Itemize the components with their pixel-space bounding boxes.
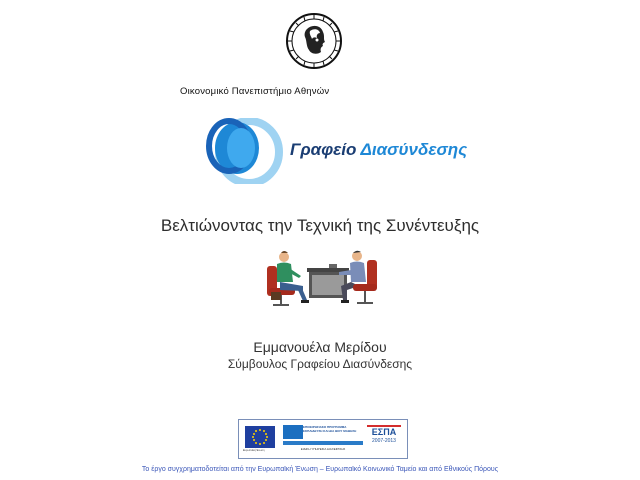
office-logo-word2: Διασύνδεσης	[360, 140, 468, 159]
eu-flag-icon	[245, 426, 275, 448]
espa-logo	[367, 425, 401, 451]
espa-label: ΕΣΠΑ	[371, 427, 397, 437]
eu-label: Ευρωπαϊκή Ένωση	[243, 449, 265, 452]
author-name: Εμμανουέλα Μερίδου	[253, 339, 387, 355]
program-bar	[283, 441, 363, 445]
program-logo-icon	[283, 425, 303, 439]
presentation-title: Βελτιώνοντας την Τεχνική της Συνέντευξης	[160, 216, 480, 235]
office-logo-word1: Γραφείο	[290, 140, 357, 159]
espa-years: 2007-2013	[372, 438, 396, 444]
office-logo-text	[290, 140, 467, 160]
program-label: ΕΠΙΧΕΙΡΗΣΙΑΚΟ ΠΡΟΓΡΑΜΜΑ ΕΚΠΑΙΔΕΥΣΗ ΚΑΙ ΔΙΑ ΒΙΟΥ ΜΑΘΗΣΗ	[303, 425, 357, 433]
office-logo-rings-icon	[203, 118, 283, 184]
university-name: Οικονομικό Πανεπιστήμιο Αθηνών	[180, 86, 330, 97]
interview-illustration-icon	[263, 248, 387, 308]
footer-funding-note: Το έργο συγχρηματοδοτείται από την Ευρωπαϊκή Ένωση – Ευρωπαϊκό Κοινωνικό Ταμείο και από Εθνικούς Πόρους	[141, 466, 499, 473]
author-role: Σύμβουλος Γραφείου Διασύνδεσης	[227, 357, 413, 371]
funding-logos-banner	[238, 419, 408, 459]
university-seal-icon	[286, 13, 342, 69]
managing-authority: ΕΙΔΙΚΗ ΥΠΗΡΕΣΙΑ ΔΙΑΧΕΙΡΙΣΗΣ	[300, 447, 346, 451]
